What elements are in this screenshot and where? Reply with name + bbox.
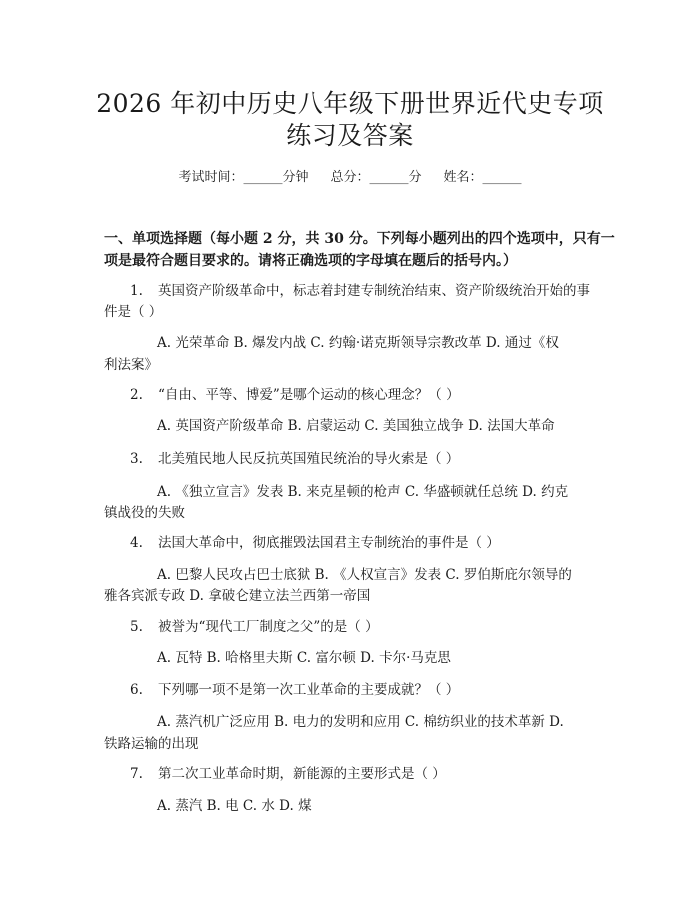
question-2-stem xyxy=(130,385,460,405)
question-number: 2. xyxy=(130,387,143,403)
question-4-stem xyxy=(130,533,500,553)
question-7-stem xyxy=(130,764,446,784)
question-6-options-continued: 铁路运输的出现 xyxy=(104,736,199,752)
total-score-field: 总分：______分 xyxy=(330,170,422,185)
question-text: 法国大革命中，彻底摧毁法国君主专制统治的事件是（ ） xyxy=(158,535,500,551)
question-number: 1. xyxy=(130,283,143,299)
question-1-options: A. 光荣革命 B. 爆发内战 C. 约翰·诺克斯领导宗教改革 D. 通过《权 xyxy=(157,335,559,351)
question-1-stem xyxy=(130,281,590,301)
document-title-line-1: 2026 年初中历史八年级下册世界近代史专项 xyxy=(96,89,604,118)
section-heading-line-1: 一、单项选择题（每小题 2 分，共 30 分。下列每小题列出的四个选项中，只有一 xyxy=(104,231,615,247)
question-3-stem xyxy=(130,449,459,469)
question-5-stem xyxy=(130,617,379,637)
question-number: 5. xyxy=(130,619,143,635)
question-number: 7. xyxy=(130,766,143,782)
question-number: 4. xyxy=(130,535,143,551)
question-4-options-continued: 雅各宾派专政 D. 拿破仑建立法兰西第一帝国 xyxy=(104,588,371,604)
question-text: 北美殖民地人民反抗英国殖民统治的导火索是（ ） xyxy=(158,451,460,467)
question-3-options-continued: 镇战役的失败 xyxy=(104,505,185,521)
question-text: 英国资产阶级革命中，标志着封建专制统治结束、资产阶级统治开始的事 xyxy=(158,283,590,299)
question-2-options: A. 英国资产阶级革命 B. 启蒙运动 C. 美国独立战争 D. 法国大革命 xyxy=(157,418,555,434)
question-6-stem xyxy=(130,680,459,700)
question-1-options-continued: 利法案》 xyxy=(104,357,158,373)
section-heading-line-2: 项是最符合题目要求的。请将正确选项的字母填在题后的括号内。） xyxy=(104,253,517,269)
question-text: 被誉为“现代工厂制度之父”的是（ ） xyxy=(158,619,379,635)
question-number: 3. xyxy=(130,451,143,467)
question-number: 6. xyxy=(130,682,143,698)
question-3-options: A. 《独立宣言》发表 B. 来克星顿的枪声 C. 华盛顿就任总统 D. 约克 xyxy=(157,484,569,500)
question-1-stem-continued: 件是（ ） xyxy=(104,304,163,320)
question-5-options: A. 瓦特 B. 哈格里夫斯 C. 富尔顿 D. 卡尔·马克思 xyxy=(157,650,451,666)
question-text: 下列哪一项不是第一次工业革命的主要成就？（ ） xyxy=(158,682,460,698)
document-title-line-2: 练习及答案 xyxy=(286,121,414,150)
question-6-options: A. 蒸汽机广泛应用 B. 电力的发明和应用 C. 棉纺织业的技术革新 D. xyxy=(157,714,564,730)
exam-info xyxy=(0,168,700,188)
question-text: “自由、平等、博爱”是哪个运动的核心理念？（ ） xyxy=(158,387,460,403)
name-field: 姓名：______ xyxy=(443,170,522,185)
question-text: 第二次工业革命时期，新能源的主要形式是（ ） xyxy=(158,766,446,782)
question-7-options: A. 蒸汽 B. 电 C. 水 D. 煤 xyxy=(157,798,312,814)
question-4-options: A. 巴黎人民攻占巴士底狱 B. 《人权宣言》发表 C. 罗伯斯庇尔领导的 xyxy=(157,567,572,583)
exam-time-field: 考试时间：______分钟 xyxy=(178,170,309,185)
